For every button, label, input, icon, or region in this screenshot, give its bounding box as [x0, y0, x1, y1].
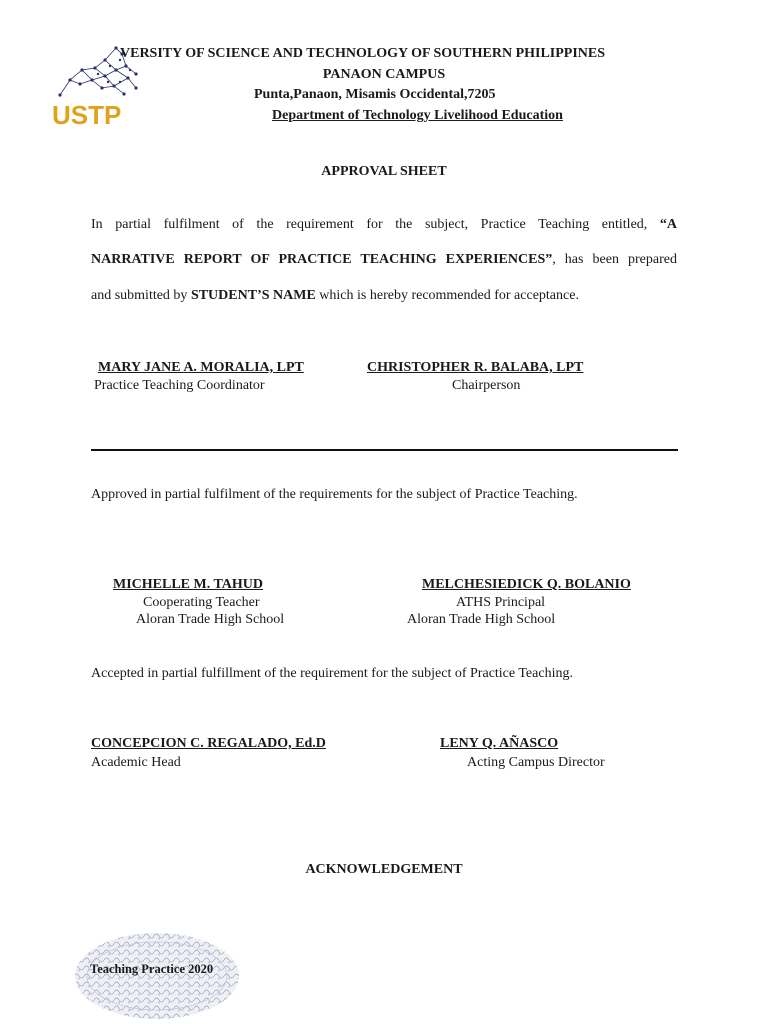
department-name: Department of Technology Livelihood Education	[272, 108, 563, 123]
acknowledgement-heading: ACKNOWLEDGEMENT	[305, 862, 463, 877]
signatory-role: Practice Teaching Coordinator	[94, 378, 265, 393]
paragraph-line-1	[91, 217, 677, 233]
signatory-role: Acting Campus Director	[467, 755, 605, 770]
signatory-role: Academic Head	[91, 755, 181, 770]
approved-statement: Approved in partial fulfilment of the requirements for the subject of Practice Teaching.	[91, 487, 578, 502]
signatory-school: Aloran Trade High School	[136, 612, 285, 627]
paragraph-text: In partial fulfilment of the requirement for the subject, Practice Teaching entitled,	[91, 217, 648, 232]
student-name: STUDENT’S NAME	[190, 288, 316, 303]
signatory-name: CHRISTOPHER R. BALABA, LPT	[367, 360, 584, 375]
signatory-name: LENY Q. AÑASCO	[440, 736, 559, 751]
signatory-name: MICHELLE M. TAHUD	[113, 577, 263, 592]
logo-text: USTP	[52, 100, 122, 130]
signatory-name: CONCEPCION C. REGALADO, Ed.D	[91, 736, 326, 751]
signatory-name: MARY JANE A. MORALIA, LPT	[98, 360, 304, 375]
signatory-role: Chairperson	[452, 378, 521, 393]
footer-label: Teaching Practice 2020	[90, 962, 214, 976]
accepted-statement: Accepted in partial fulfillment of the requirement for the subject of Practice Teaching.	[91, 666, 573, 681]
signatory-role: ATHS Principal	[456, 595, 546, 610]
paragraph-text: , has been prepared	[552, 252, 677, 267]
paragraph-line-3	[91, 288, 677, 304]
campus-address: Punta,Panaon, Misamis Occidental,7205	[254, 87, 496, 102]
signatory-name: MELCHESIEDICK Q. BOLANIO	[422, 577, 631, 592]
university-name: VERSITY OF SCIENCE AND TECHNOLOGY OF SOUTHERN PHILIPPINES	[120, 46, 606, 61]
signatory-school: Aloran Trade High School	[407, 612, 556, 627]
document-title: APPROVAL SHEET	[321, 164, 447, 179]
paragraph-text: and submitted by	[91, 288, 188, 303]
paragraph-text: which is hereby recommended for acceptance.	[319, 288, 579, 303]
signatory-role: Cooperating Teacher	[143, 595, 260, 610]
paragraph-line-2	[91, 252, 677, 268]
paragraph-title-start: “A	[659, 217, 678, 232]
divider-line	[91, 449, 678, 451]
campus-name: PANAON CAMPUS	[322, 67, 446, 82]
report-title: NARRATIVE REPORT OF PRACTICE TEACHING EXPERIENCES”	[91, 252, 553, 267]
